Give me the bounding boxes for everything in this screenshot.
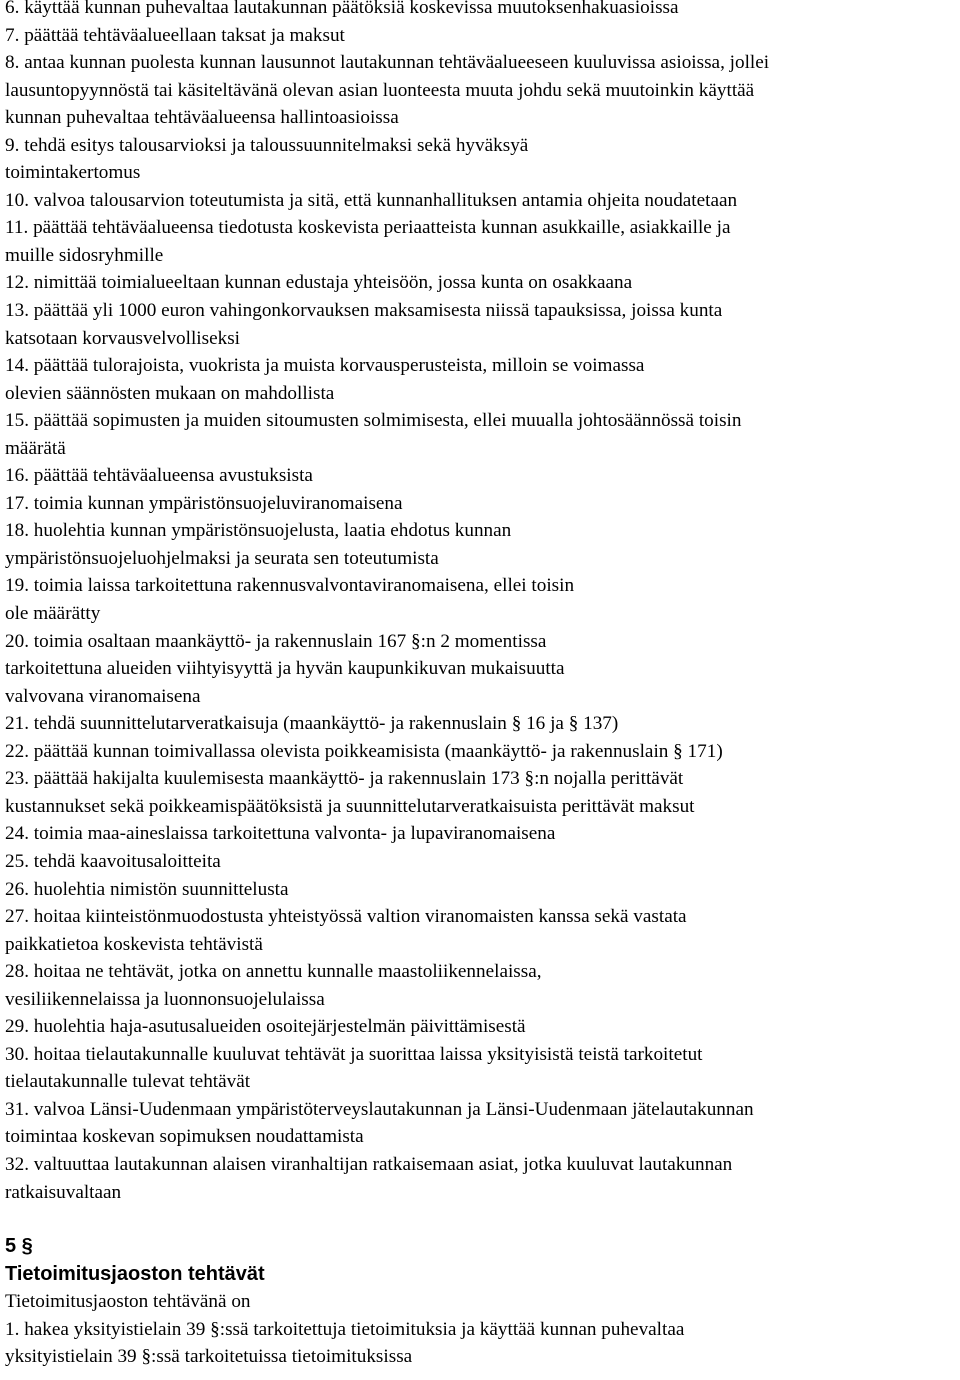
list-item-22: 22. päättää kunnan toimivallassa olevista poikkeamisista (maankäyttö- ja rakennuslain § 171) bbox=[5, 740, 723, 762]
list-item-11: 11. päättää tehtäväalueensa tiedotusta koskevista periaatteista kunnan asukkaille, asiakkaille ja muille sidosryhmille bbox=[5, 217, 731, 266]
list-item-24: 24. toimia maa-aineslaissa tarkoitettuna valvonta- ja lupaviranomaisena bbox=[5, 823, 556, 845]
list-item-30: 30. hoitaa tielautakunnalle kuuluvat tehtävät ja suorittaa laissa yksityisistä teistä tarkoitetut tielautakunnalle tulevat tehtävät bbox=[5, 1043, 703, 1093]
list-item-25: 25. tehdä kaavoitusaloitteita bbox=[5, 850, 221, 872]
list-item-15: 15. päättää sopimusten ja muiden sitoumusten solmimisesta, ellei muualla johtosäännössä toisin määrätä bbox=[5, 410, 742, 459]
list-item-12: 12. nimittää toimialueeltaan kunnan edustaja yhteisöön, jossa kunta on osakkaana bbox=[5, 272, 633, 294]
section-list-item-1: 1. hakea yksityistielain 39 §:ssä tarkoitettuja tietoimituksia ja käyttää kunnan puhevaltaa yksityistielain 39 §:ssä tarkoitetuissa tietoimituksissa bbox=[5, 1318, 685, 1368]
list-item-23: 23. päättää hakijalta kuulemisesta maankäyttö- ja rakennuslain 173 §:n nojalla perittävät kustannukset sekä poikkeamispäätöksistä ja suunnittelutarveratkaisuista perittävät maksut bbox=[5, 768, 695, 817]
list-item-29: 29. huolehtia haja-asutusalueiden osoitejärjestelmän päivittämisestä bbox=[5, 1016, 526, 1038]
list-item-27: 27. hoitaa kiinteistönmuodostusta yhteistyössä valtion viranomaisten kanssa sekä vastata paikkatietoa koskevista tehtävistä bbox=[5, 906, 687, 955]
list-item-7: 7. päättää tehtäväalueellaan taksat ja maksut bbox=[5, 24, 345, 46]
section-heading bbox=[5, 1233, 955, 1288]
list-item-19: 19. toimia laissa tarkoitettuna rakennusvalvontaviranomaisena, ellei toisin ole määrätty bbox=[5, 575, 575, 625]
section-intro: Tietoimitusjaoston tehtävänä on bbox=[5, 1291, 251, 1313]
list-item-8: 8. antaa kunnan puolesta kunnan lausunnot lautakunnan tehtäväalueeseen kuuluvissa asioissa, jollei lausuntopyynnöstä tai käsiteltävänä olevan asian luonteesta muuta johdu sekä muutoinkin käyttää kunnan puhevaltaa tehtäväalueensa hallintoasioissa bbox=[5, 52, 770, 129]
list-item-18: 18. huolehtia kunnan ympäristönsuojelusta, laatia ehdotus kunnan ympäristönsuojeluohjelmaksi ja seurata sen toteutumista bbox=[5, 520, 512, 569]
list-item-14: 14. päättää tulorajoista, vuokrista ja muista korvausperusteista, milloin se voimassa olevien säännösten mukaan on mahdollista bbox=[5, 355, 645, 404]
list-item-21: 21. tehdä suunnittelutarveratkaisuja (maankäyttö- ja rakennuslain § 16 ja § 137) bbox=[5, 713, 619, 735]
document-page bbox=[5, 0, 955, 1371]
list-item-31: 31. valvoa Länsi-Uudenmaan ympäristöterveyslautakunnan ja Länsi-Uudenmaan jätelautakunnan toimintaa koskevan sopimuksen noudattamista bbox=[5, 1098, 754, 1148]
list-item-9: 9. tehdä esitys talousarvioksi ja taloussuunnitelmaksi sekä hyväksyä toimintakertomus bbox=[5, 134, 529, 184]
list-item-6: 6. käyttää kunnan puhevaltaa lautakunnan päätöksiä koskevissa muutoksenhakuasioissa bbox=[5, 0, 679, 18]
list-item-16: 16. päättää tehtäväalueensa avustuksista bbox=[5, 465, 313, 487]
list-item-32: 32. valtuuttaa lautakunnan alaisen viranhaltijan ratkaisemaan asiat, jotka kuuluvat lautakunnan ratkaisuvaltaan bbox=[5, 1153, 733, 1203]
list-item-20: 20. toimia osaltaan maankäyttö- ja rakennuslain 167 §:n 2 momentissa tarkoitettuna alueiden viihtyisyyttä ja hyvän kaupunkikuvan mukaisuutta valvovana viranomaisena bbox=[5, 630, 565, 707]
list-item-10: 10. valvoa talousarvion toteutumista ja sitä, että kunnanhallituksen antamia ohjeita noudatetaan bbox=[5, 189, 738, 211]
section-title: Tietoimitusjaoston tehtävät bbox=[5, 1262, 265, 1285]
list-item-13: 13. päättää yli 1000 euron vahingonkorvauksen maksamisesta niissä tapauksissa, joissa kunta katsotaan korvausvelvolliseksi bbox=[5, 300, 723, 349]
list-item-17: 17. toimia kunnan ympäristönsuojeluviranomaisena bbox=[5, 492, 403, 514]
list-item-28: 28. hoitaa ne tehtävät, jotka on annettu kunnalle maastoliikennelaissa, vesiliikennelaissa ja luonnonsuojelulaissa bbox=[5, 961, 542, 1010]
list-item-26: 26. huolehtia nimistön suunnittelusta bbox=[5, 878, 289, 900]
section-number: 5 § bbox=[5, 1235, 33, 1258]
